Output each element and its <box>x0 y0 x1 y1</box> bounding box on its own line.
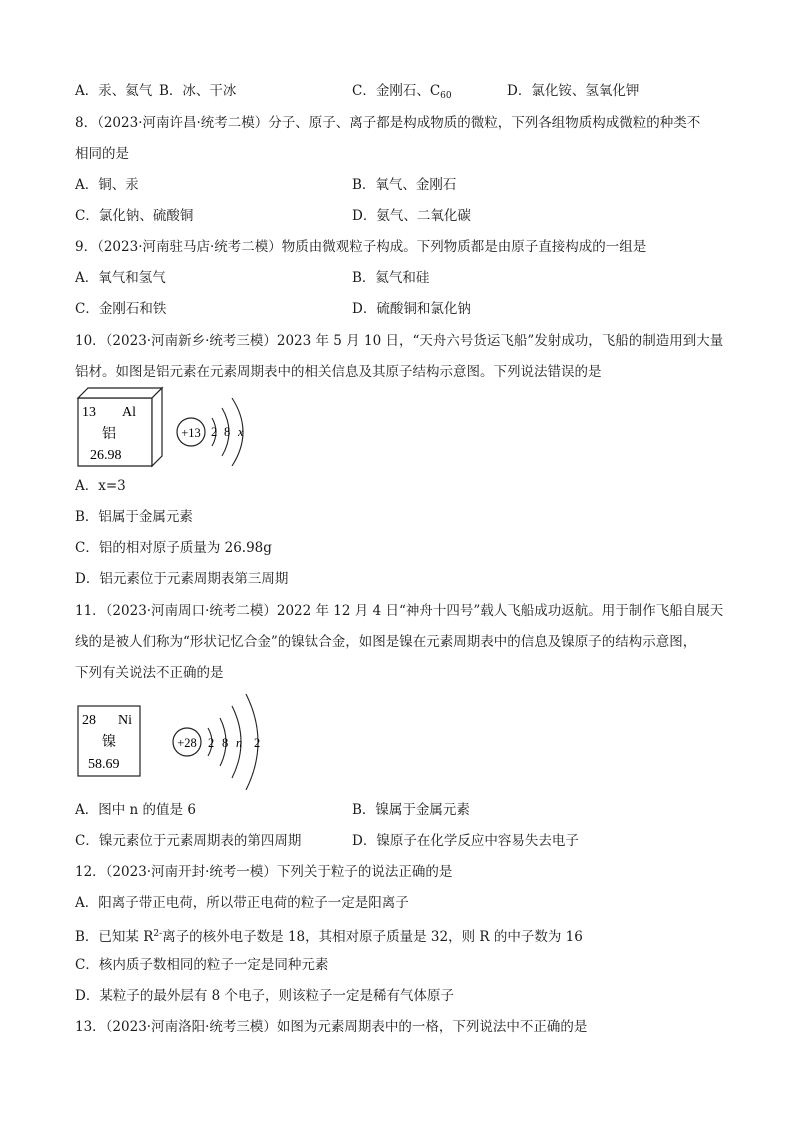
q9-option-a[interactable]: A．氧气和氢气 <box>75 270 166 286</box>
q9-options-row1 <box>75 268 735 288</box>
q8-options-row1 <box>75 175 735 195</box>
q11-shell4-electrons: 2 <box>254 736 261 750</box>
q12-option-d[interactable]: D．某粒子的最外层有 8 个电子，则该粒子一定是稀有气体原子 <box>75 988 454 1004</box>
q9-option-c[interactable]: C．金刚石和铁 <box>75 301 167 317</box>
q8-option-a[interactable]: A．铜、汞 <box>75 177 139 193</box>
q10-shell3-electrons: x <box>238 425 244 439</box>
q10-stem-line1: 10．（2023·河南新乡·统考三模）2023 年 5 月 10 日，“天舟六号货运飞船”发射成功，飞船的制造用到大量 <box>75 333 724 349</box>
q12-stem: 12．（2023·河南开封·统考一模）下列关于粒子的说法正确的是 <box>75 864 453 880</box>
q9-stem: 9．（2023·河南驻马店·统考二模）物质由微观粒子构成。下列物质都是由原子直接构成的一组是 <box>75 239 647 255</box>
q7-option-a[interactable]: A．汞、氦气 <box>75 83 153 99</box>
q10-shell2-electrons: 8 <box>224 425 231 439</box>
q11-atomic-number: 28 <box>82 713 96 728</box>
q8-options-row2 <box>75 206 735 226</box>
q12-option-b[interactable] <box>75 924 583 947</box>
q10-stem-line2: 铝材。如图是铝元素在元素周期表中的相关信息及其原子结构示意图。下列说法错误的是 <box>75 364 602 380</box>
q10-shell1-electrons: 2 <box>211 425 218 439</box>
q8-stem-line2: 相同的是 <box>75 146 129 162</box>
q12-option-b-charge: 2- <box>153 929 163 939</box>
q11-element-cell <box>78 706 140 776</box>
q11-option-a[interactable]: A．图中 n 的值是 6 <box>75 802 196 818</box>
q10-atomic-number: 13 <box>82 405 96 420</box>
q8-option-c[interactable]: C．氯化钠、硫酸铜 <box>75 208 194 224</box>
q7-option-c-subscript: 60 <box>440 91 452 101</box>
q9-option-b[interactable]: B．氦气和硅 <box>352 270 430 286</box>
q10-figure <box>74 386 264 470</box>
q10-element-name: 铝 <box>102 427 116 442</box>
q7-option-b[interactable]: B．冰、干冰 <box>159 83 237 99</box>
q11-options-row1 <box>75 800 735 820</box>
q8-option-d[interactable]: D．氨气、二氧化碳 <box>352 208 471 224</box>
q11-options-row2 <box>75 831 735 851</box>
q12-option-b-post: 离子的核外电子数是 18，其相对原子质量是 32，则 R 的中子数为 16 <box>162 929 583 945</box>
q12-option-a[interactable]: A．阳离子带正电荷，所以带正电荷的粒子一定是阳离子 <box>75 895 409 911</box>
q11-option-d[interactable]: D．镍原子在化学反应中容易失去电子 <box>352 833 579 849</box>
q9-options-row2 <box>75 299 735 319</box>
q7-option-d[interactable]: D．氯化铵、氢氧化钾 <box>507 83 640 99</box>
q8-stem-line1: 8．（2023·河南许昌·统考二模）分子、原子、离子都是构成物质的微粒，下列各组物质构成微粒的种类不 <box>75 115 701 131</box>
q7-option-c[interactable] <box>352 81 452 106</box>
q10-element-cube <box>78 388 162 466</box>
q11-shell3-electrons: n <box>236 736 243 750</box>
q10-atom-structure <box>177 398 244 466</box>
q11-option-c[interactable]: C．镍元素位于元素周期表的第四周期 <box>75 833 302 849</box>
q11-atomic-mass: 58.69 <box>88 757 120 772</box>
q10-element-symbol: Al <box>122 405 136 420</box>
q11-atom-structure <box>173 694 260 790</box>
q10-option-b[interactable]: B．铝属于金属元素 <box>75 509 193 525</box>
q10-option-a[interactable]: A．x=3 <box>75 478 126 494</box>
q10-nucleus-charge: +13 <box>181 426 201 440</box>
q11-nucleus-charge: +28 <box>177 736 197 750</box>
q12-option-b-pre: B．已知某 R <box>75 929 154 945</box>
q11-stem-line1: 11．（2023·河南周口·统考二模）2022 年 12 月 4 日“神舟十四号”载人飞船成功返航。用于制作飞船自展天 <box>75 603 724 619</box>
q13-stem: 13．（2023·河南洛阳·统考三模）如图为元素周期表中的一格，下列说法中不正确的是 <box>75 1019 588 1035</box>
q11-figure <box>74 690 284 790</box>
q12-option-c[interactable]: C．核内质子数相同的粒子一定是同种元素 <box>75 957 329 973</box>
q11-option-b[interactable]: B．镍属于金属元素 <box>352 802 470 818</box>
q10-option-c[interactable]: C．铝的相对原子质量为 26.98g <box>75 540 272 556</box>
q10-option-d[interactable]: D．铝元素位于元素周期表第三周期 <box>75 571 289 587</box>
q10-atomic-mass: 26.98 <box>90 448 122 463</box>
q11-stem-line2: 线的是被人们称为“形状记忆合金”的镍钛合金，如图是镍在元素周期表中的信息及镍原子的结构示意图， <box>75 634 697 650</box>
q11-stem-line3: 下列有关说法不正确的是 <box>75 665 224 681</box>
q8-option-b[interactable]: B．氧气、金刚石 <box>352 177 457 193</box>
q11-element-symbol: Ni <box>118 713 132 728</box>
q11-shell2-electrons: 8 <box>222 736 229 750</box>
q11-element-name: 镍 <box>102 735 116 750</box>
q7-option-c-text: C．金刚石、C <box>352 83 441 99</box>
q7-options <box>75 81 735 101</box>
q11-shell1-electrons: 2 <box>208 736 215 750</box>
q9-option-d[interactable]: D．硫酸铜和氯化钠 <box>352 301 471 317</box>
